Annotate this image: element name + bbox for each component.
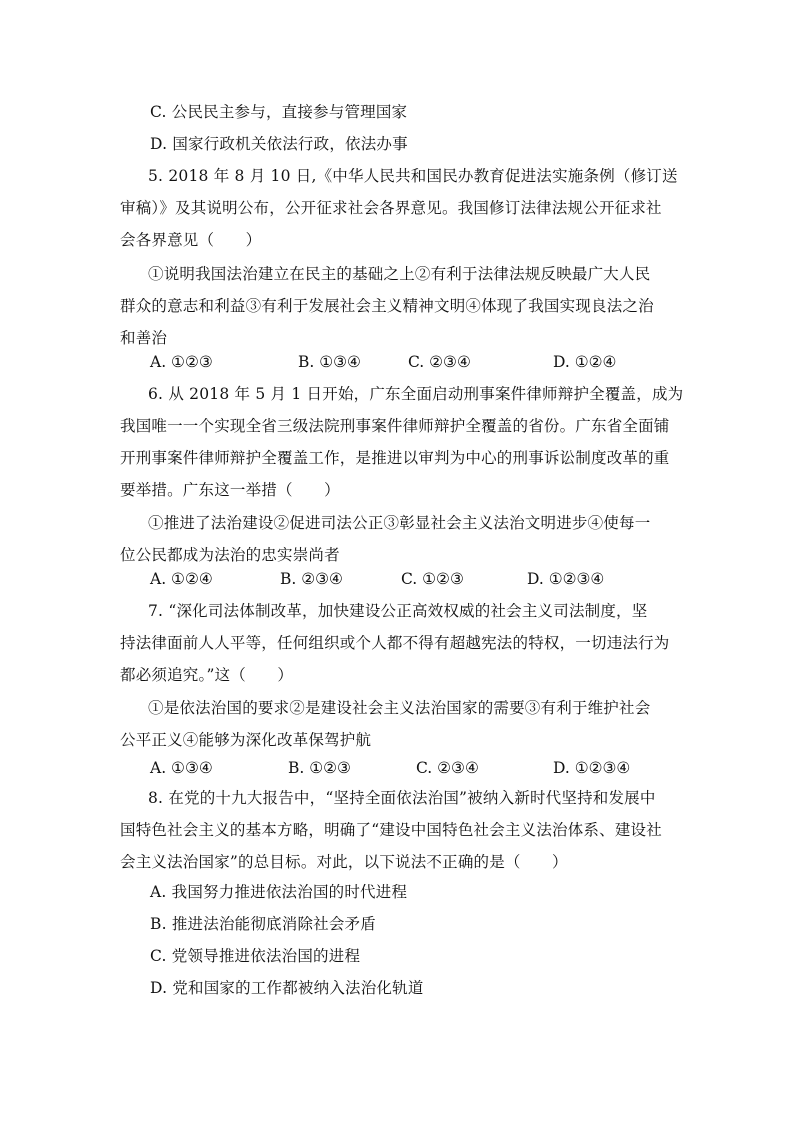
q6-choice-d: D. ①②③④ xyxy=(527,570,605,588)
q5-choice-d: D. ①②④ xyxy=(553,353,617,371)
q6-stem-line-4: 要举措。广东这一举措（ ） xyxy=(120,481,340,499)
q8-stem-line-3: 会主义法治国家”的总目标。对此，以下说法不正确的是（ ） xyxy=(120,853,568,871)
q8-option-c: C. 党领导推进依法治国的进程 xyxy=(150,947,361,965)
q5-statement-line-2: 群众的意志和利益③有利于发展社会主义精神文明④体现了我国实现良法之治 xyxy=(120,297,654,315)
q8-stem-line-1: 8. 在党的十九大报告中，“坚持全面依法治国”被纳入新时代坚持和发展中 xyxy=(148,789,656,807)
q6-statement-line-2: 位公民都成为法治的忠实崇尚者 xyxy=(120,546,340,564)
q5-choice-a: A. ①②③ xyxy=(150,353,213,371)
q5-stem-line-1: 5. 2018 年 8 月 10 日,《中华人民共和国民办教育促进法实施条例（修订送 xyxy=(148,167,678,185)
q8-option-d: D. 党和国家的工作都被纳入法治化轨道 xyxy=(150,979,424,997)
q7-stem-line-2: 持法律面前人人平等，任何组织或个人都不得有超越宪法的特权，一切违法行为 xyxy=(120,634,670,652)
q5-statement-line-3: 和善治 xyxy=(120,329,168,347)
q6-stem-line-3: 开刑事案件律师辩护全覆盖工作，是推进以审判为中心的刑事诉讼制度改革的重 xyxy=(120,449,670,467)
q6-stem-line-2: 我国唯一一个实现全省三级法院刑事案件律师辩护全覆盖的省份。广东省全面铺 xyxy=(120,417,670,435)
q7-statement-line-2: 公平正义④能够为深化改革保驾护航 xyxy=(120,731,372,749)
q5-statement-line-1: ①说明我国法治建立在民主的基础之上②有利于法律法规反映最广大人民 xyxy=(148,265,651,283)
q6-stem-line-1: 6. 从 2018 年 5 月 1 日开始，广东全面启动刑事案件律师辩护全覆盖，成为 xyxy=(148,385,684,403)
q6-choice-a: A. ①②④ xyxy=(150,570,213,588)
q7-stem-line-3: 都必须追究。”这（ ） xyxy=(120,666,294,684)
q4-option-d: D. 国家行政机关依法行政，依法办事 xyxy=(150,135,408,153)
q5-stem-line-2: 审稿）》及其说明公布，公开征求社会各界意见。我国修订法律法规公开征求社 xyxy=(120,199,662,217)
q7-statement-line-1: ①是依法治国的要求②是建设社会主义法治国家的需要③有利于维护社会 xyxy=(148,699,651,717)
q7-choice-c: C. ②③④ xyxy=(416,759,479,777)
q5-choice-b: B. ①③④ xyxy=(298,353,361,371)
q6-statement-line-1: ①推进了法治建设②促进司法公正③彰显社会主义法治文明进步④使每一 xyxy=(148,514,651,532)
q5-choice-c: C. ②③④ xyxy=(408,353,471,371)
q7-choice-b: B. ①②③ xyxy=(288,759,351,777)
q8-option-a: A. 我国努力推进依法治国的时代进程 xyxy=(150,883,408,901)
q7-choice-a: A. ①③④ xyxy=(150,759,213,777)
q8-stem-line-2: 国特色社会主义的基本方略，明确了“建设中国特色社会主义法治体系、建设社 xyxy=(120,821,662,839)
q6-choice-c: C. ①②③ xyxy=(401,570,464,588)
q7-stem-line-1: 7. “深化司法体制改革，加快建设公正高效权威的社会主义司法制度，坚 xyxy=(148,602,648,620)
q6-choice-b: B. ②③④ xyxy=(280,570,343,588)
q8-option-b: B. 推进法治能彻底消除社会矛盾 xyxy=(150,915,376,933)
q5-stem-line-3: 会各界意见（ ） xyxy=(120,231,262,249)
q7-choice-d: D. ①②③④ xyxy=(553,759,631,777)
q4-option-c: C. 公民民主参与，直接参与管理国家 xyxy=(150,103,408,121)
